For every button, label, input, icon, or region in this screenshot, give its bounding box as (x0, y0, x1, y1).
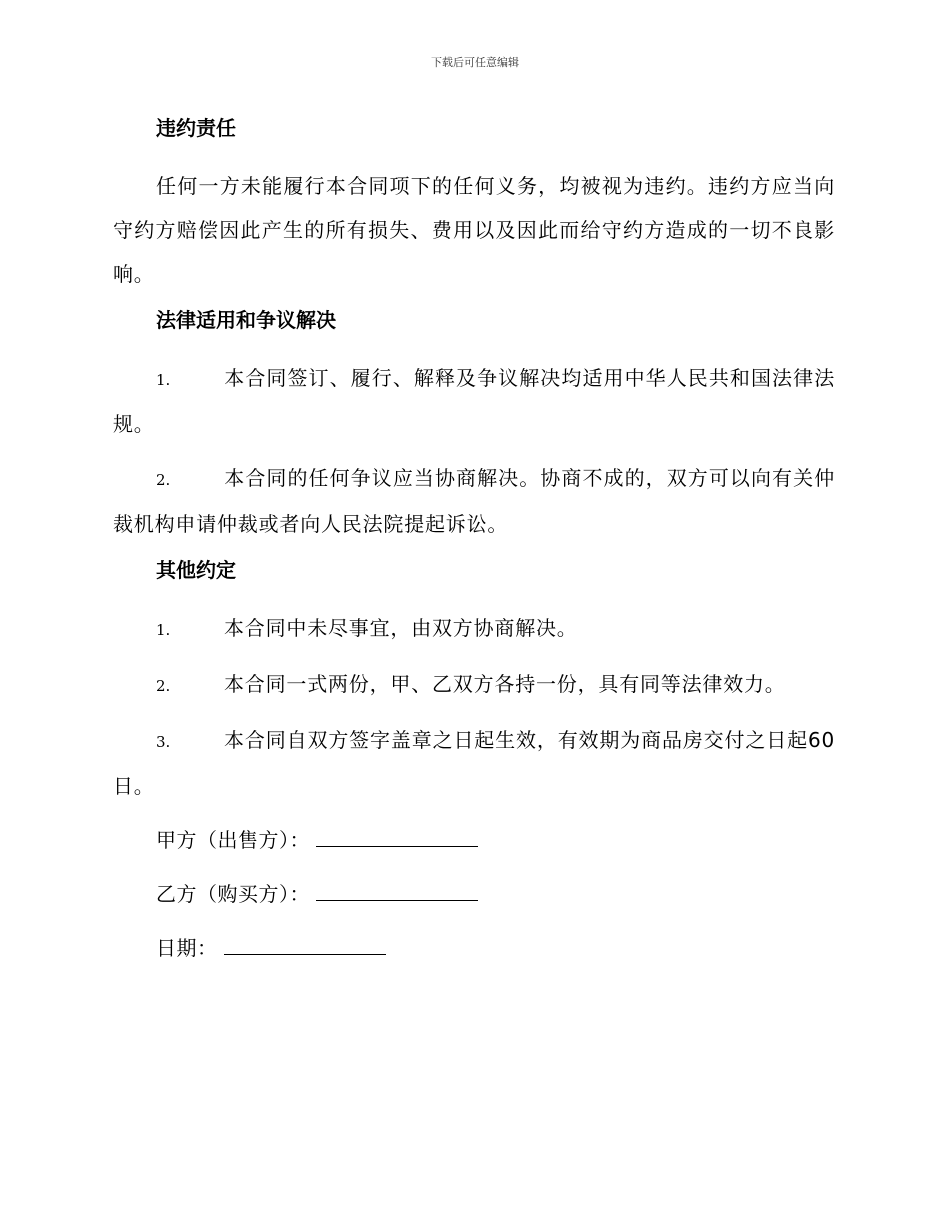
page-header-note: 下载后可任意编辑 (431, 56, 519, 69)
party-b-signature-blank (316, 882, 478, 901)
other-item-3-text: 本合同自双方签字盖章之日起生效，有效期为商品房交付之日起60日。 (113, 728, 835, 798)
section-title-other: 其他约定 (156, 558, 236, 582)
section-title-breach: 违约责任 (156, 116, 236, 140)
other-item-2-text: 本合同一式两份，甲、乙双方各持一份，具有同等法律效力。 (224, 672, 786, 696)
breach-paragraph: 任何一方未能履行本合同项下的任何义务，均被视为违约。违约方应当向守约方赔偿因此产生的所有损失、费用以及因此而给守约方造成的一切不良影响。 (113, 174, 835, 286)
law-item-2-text: 本合同的任何争议应当协商解决。协商不成的，双方可以向有关仲裁机构申请仲裁或者向人民法院提起诉讼。 (113, 466, 835, 536)
section-title-law: 法律适用和争议解决 (156, 308, 336, 332)
party-b-label: 乙方（购买方）： (156, 882, 310, 906)
other-item-2 (113, 662, 835, 708)
signature-party-a (156, 818, 835, 862)
law-item-2 (113, 456, 835, 546)
signature-date (156, 926, 835, 970)
list-number: 1. (156, 371, 171, 389)
document-body (113, 110, 835, 980)
party-a-signature-blank (316, 828, 478, 847)
other-item-3 (113, 718, 835, 808)
party-a-label: 甲方（出售方）： (156, 828, 310, 852)
list-number: 3. (156, 733, 171, 751)
other-item-1 (113, 606, 835, 652)
list-number: 2. (156, 677, 171, 695)
other-item-1-text: 本合同中未尽事宜，由双方协商解决。 (224, 616, 578, 640)
law-item-1 (113, 356, 835, 446)
law-item-1-text: 本合同签订、履行、解释及争议解决均适用中华人民共和国法律法规。 (113, 366, 835, 436)
signature-party-b (156, 872, 835, 916)
date-blank (224, 936, 386, 955)
list-number: 2. (156, 471, 171, 489)
list-number: 1. (156, 621, 171, 639)
date-label: 日期： (156, 936, 218, 960)
